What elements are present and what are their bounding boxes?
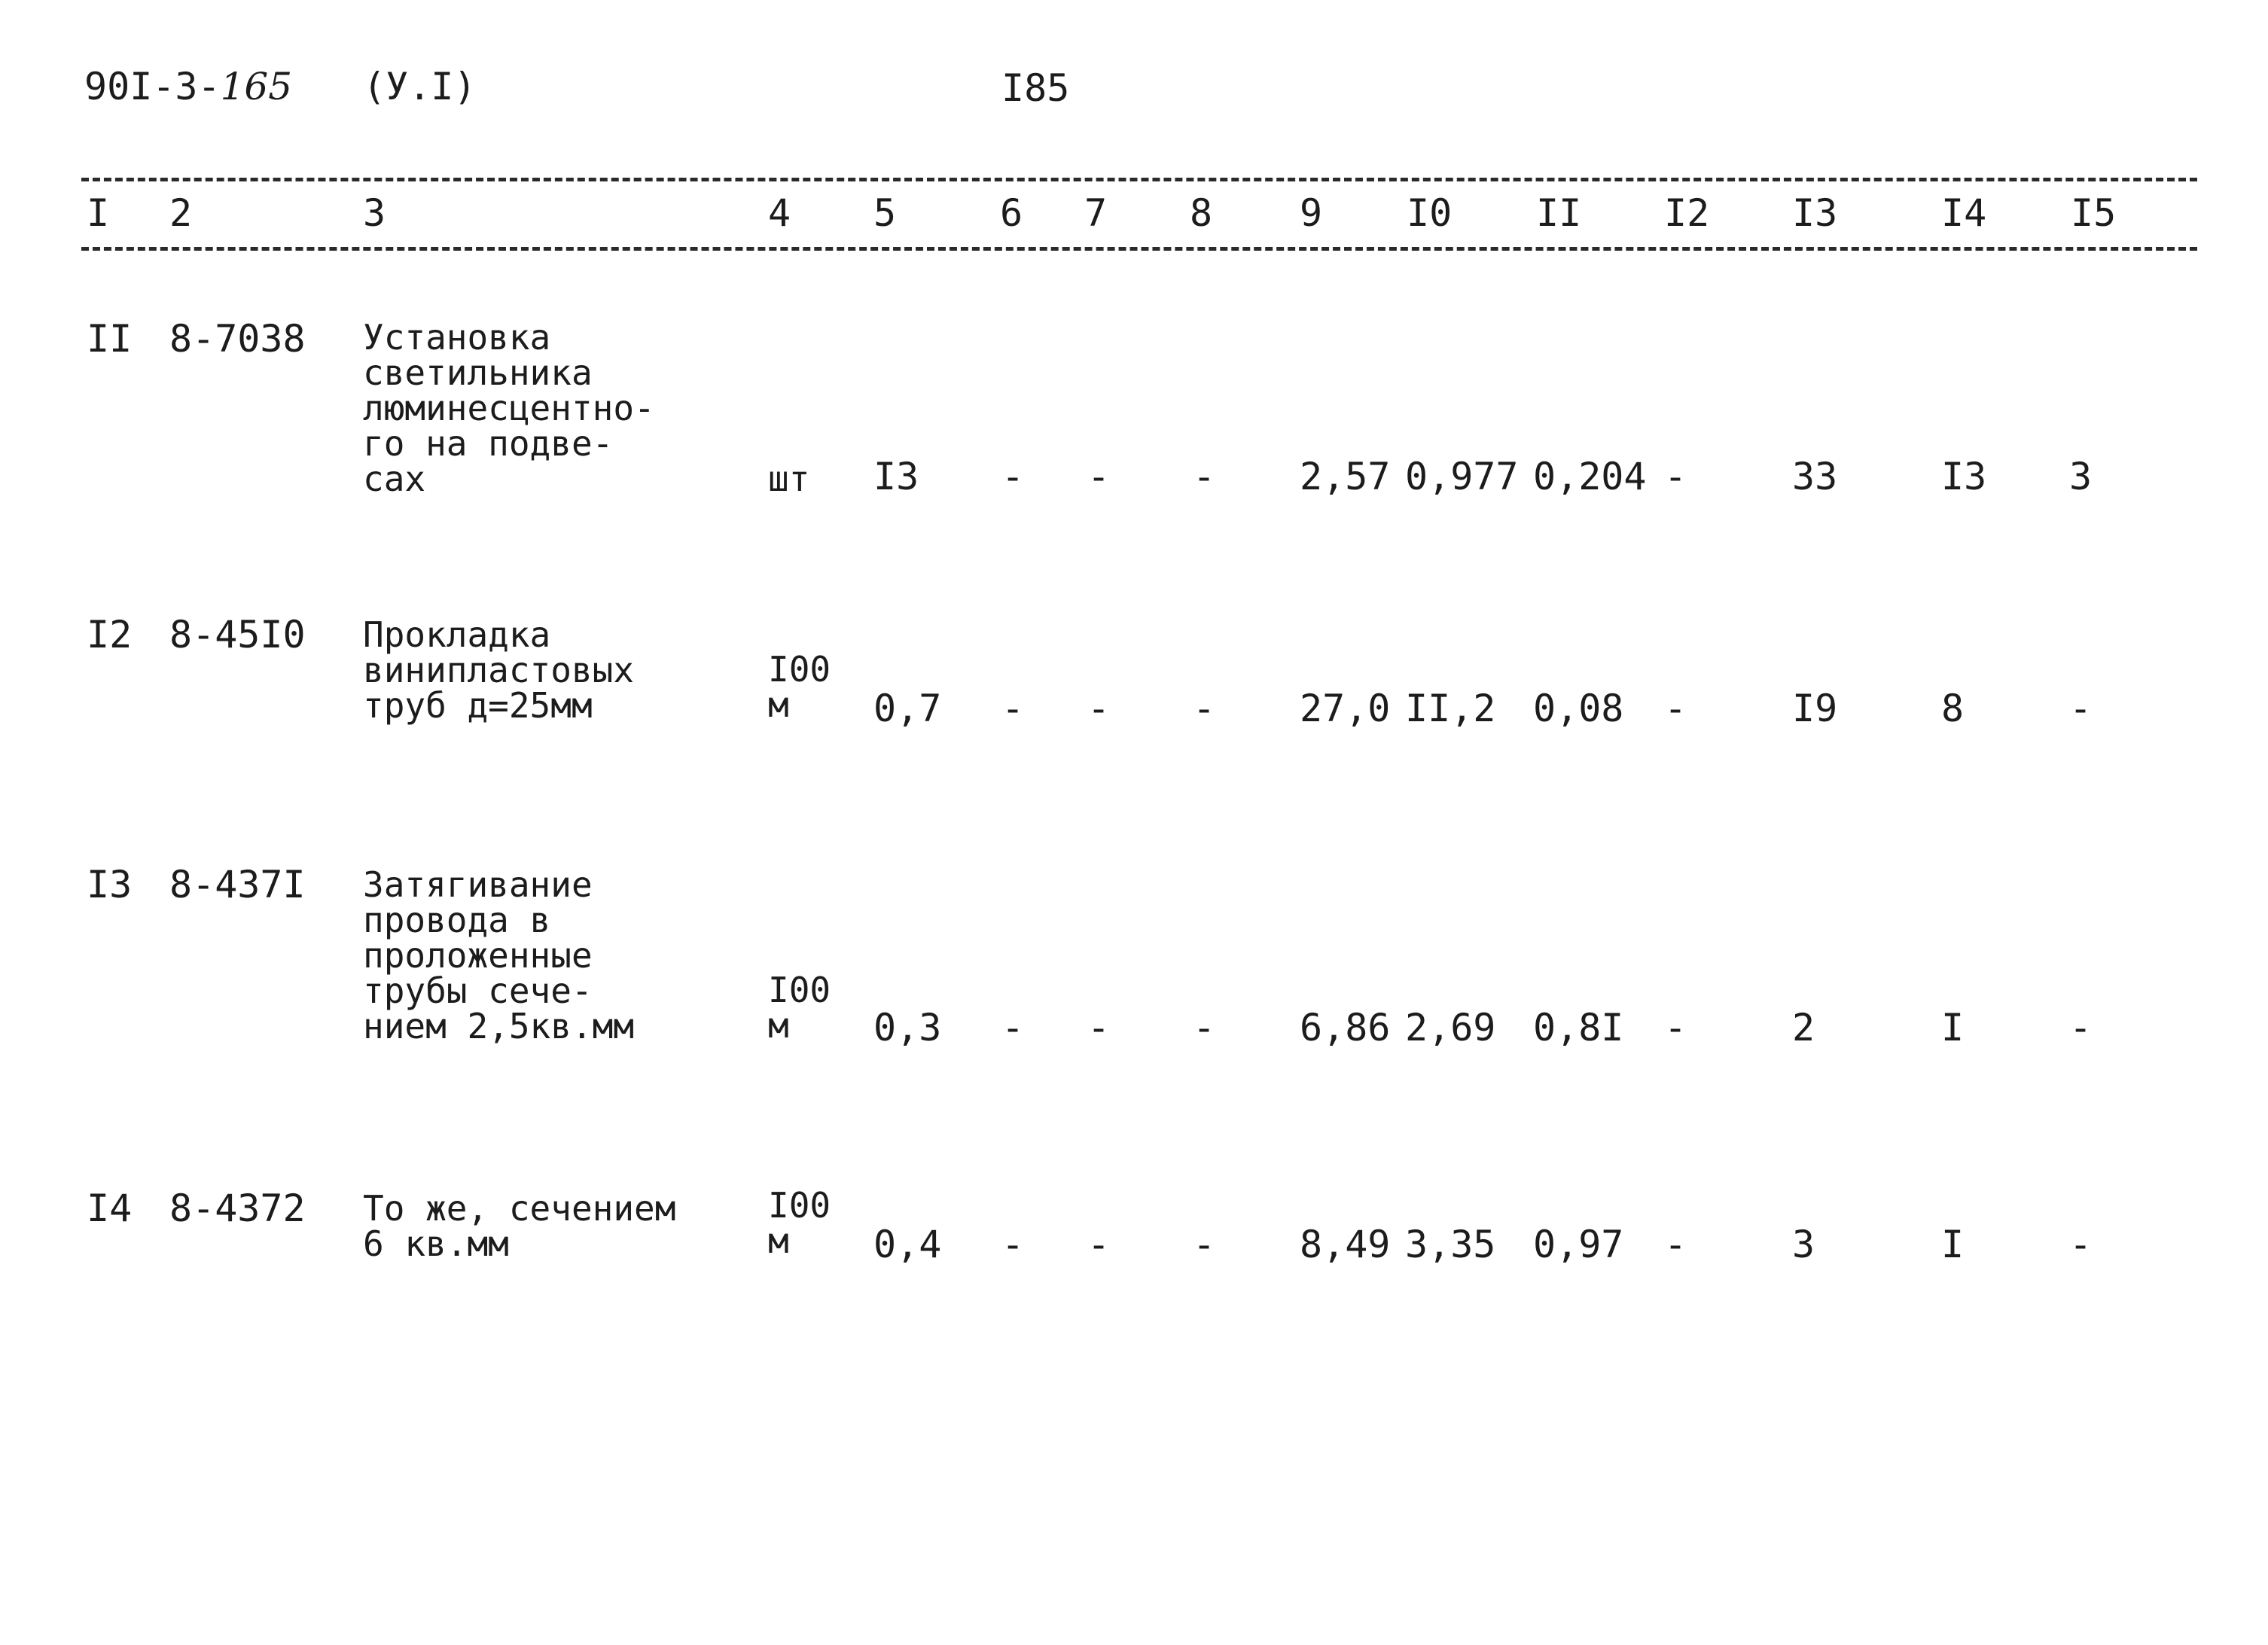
cell: 6,86 [1300, 1006, 1391, 1049]
cell: I [1941, 1223, 1965, 1266]
cell: - [1001, 1223, 1025, 1266]
cell: - [1664, 455, 1687, 498]
quantity: 0,3 [873, 1006, 942, 1049]
norm-code: 8-437I [169, 863, 306, 906]
unit: I00 м [768, 649, 831, 725]
norm-code: 8-45I0 [169, 613, 306, 656]
cell: I [1941, 1006, 1965, 1049]
quantity: I3 [873, 455, 919, 498]
document-code-prefix: 90I-3- [84, 65, 221, 108]
cell: 2,69 [1405, 1006, 1496, 1049]
column-header: I [87, 191, 110, 235]
unit: шт [768, 458, 810, 499]
unit: I00 м [768, 970, 831, 1046]
work-description: Затягивание провода в проложенные трубы сече- нием 2,5кв.мм [363, 864, 635, 1046]
cell: - [1001, 687, 1025, 730]
page-number: I85 [1001, 66, 1070, 110]
header-top-rule [81, 178, 2197, 181]
cell: 0,8I [1533, 1006, 1624, 1049]
column-header: 4 [768, 191, 791, 235]
cell: 0,977 [1405, 455, 1519, 498]
cell: II,2 [1405, 687, 1496, 730]
column-header: I2 [1664, 191, 1710, 235]
cell: - [1087, 1006, 1111, 1049]
cell: 33 [1792, 455, 1838, 498]
column-header: 7 [1084, 191, 1108, 235]
row-number: I2 [87, 613, 133, 656]
document-code [84, 65, 293, 108]
row-number: I4 [87, 1187, 133, 1230]
cell: - [1001, 1006, 1025, 1049]
cell: - [1193, 455, 1216, 498]
column-header: 2 [169, 191, 193, 235]
column-header: I3 [1792, 191, 1838, 235]
column-header: I0 [1407, 191, 1453, 235]
column-header: 6 [1000, 191, 1023, 235]
quantity: 0,4 [873, 1223, 942, 1266]
column-header: I5 [2071, 191, 2117, 235]
cell: 3,35 [1405, 1223, 1496, 1266]
document-code-number: 165 [220, 65, 293, 108]
document-volume: (У.I) [363, 65, 477, 108]
cell: - [1087, 687, 1111, 730]
cell: - [1087, 455, 1111, 498]
row-number: I3 [87, 863, 133, 906]
column-header: 8 [1190, 191, 1213, 235]
cell: - [1001, 455, 1025, 498]
column-header: II [1536, 191, 1582, 235]
cell: 8,49 [1300, 1223, 1391, 1266]
column-header: 9 [1300, 191, 1323, 235]
cell: - [2069, 687, 2093, 730]
cell: 2,57 [1300, 455, 1391, 498]
cell: 0,204 [1533, 455, 1647, 498]
column-header: 5 [873, 191, 897, 235]
cell: 3 [1792, 1223, 1815, 1266]
cell: I9 [1792, 687, 1838, 730]
norm-code: 8-4372 [169, 1187, 306, 1230]
cell: - [1664, 1223, 1687, 1266]
cell: - [1193, 1223, 1216, 1266]
row-number: II [87, 317, 133, 361]
cell: - [2069, 1223, 2093, 1266]
cell: 0,97 [1533, 1223, 1624, 1266]
cell: - [1664, 687, 1687, 730]
cell: - [1193, 687, 1216, 730]
column-header: 3 [363, 191, 386, 235]
cell: - [1087, 1223, 1111, 1266]
quantity: 0,7 [873, 687, 942, 730]
cell: - [2069, 1006, 2093, 1049]
cell: - [1193, 1006, 1216, 1049]
unit: I00 м [768, 1185, 831, 1261]
work-description: То же, сечением 6 кв.мм [363, 1188, 676, 1264]
cell: 8 [1941, 687, 1965, 730]
cell: - [1664, 1006, 1687, 1049]
work-description: Прокладка винипластовых труб д=25мм [363, 614, 635, 726]
work-description: Установка светильника люминесцентно- го на подве- сах [363, 317, 655, 499]
cell: 0,08 [1533, 687, 1624, 730]
header-bottom-rule [81, 247, 2197, 251]
norm-code: 8-7038 [169, 317, 306, 361]
cell: I3 [1941, 455, 1987, 498]
cell: 27,0 [1300, 687, 1391, 730]
cell: 3 [2069, 455, 2093, 498]
cell: 2 [1792, 1006, 1815, 1049]
column-header: I4 [1941, 191, 1987, 235]
